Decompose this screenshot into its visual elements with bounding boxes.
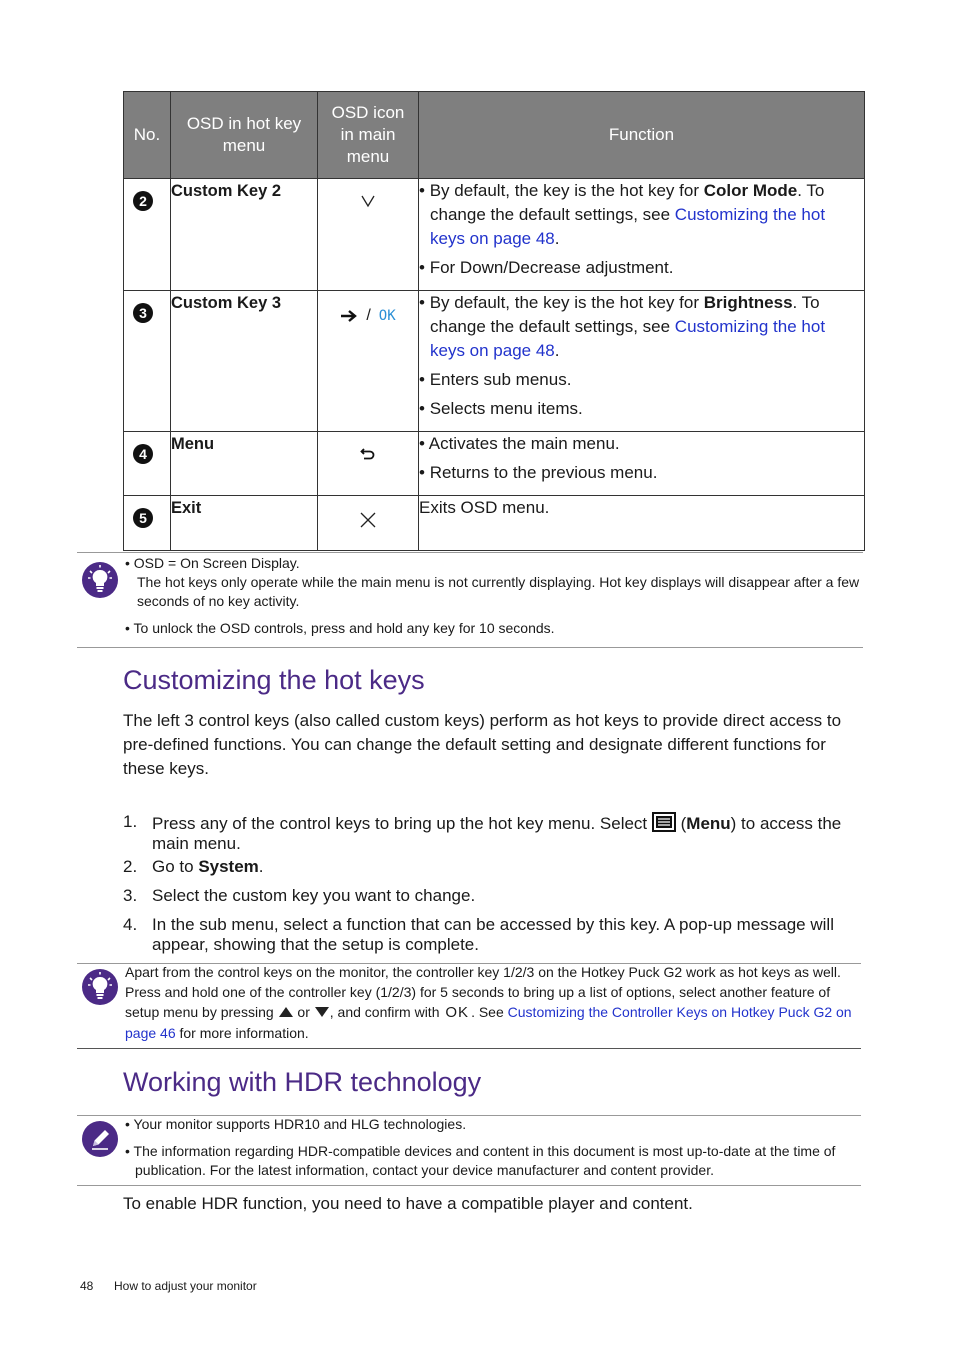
- note-bottom-rule: [77, 647, 863, 648]
- return-icon: [360, 446, 376, 462]
- note-hdr: • Your monitor supports HDR10 and HLG technologies. • The information regarding HDR-compatible devices and content in this document is most up-to-date at the time of publication. For the latest information, contact your device manufacturer and content provider.: [125, 1116, 836, 1178]
- triangle-up-icon: [278, 1006, 294, 1018]
- table-row: [124, 179, 865, 291]
- section-title-customizing: Customizing the hot keys: [123, 665, 425, 695]
- list-item: 2. Go to System.: [123, 857, 264, 876]
- table-row: [124, 432, 865, 496]
- header-osd-icon: OSD icon in main menu: [318, 92, 419, 179]
- function-cell: • By default, the key is the hot key for Color Mode. To change the default settings, see Customizing the hot keys on page 48. • For Down/Decrease adjustment.: [419, 179, 865, 291]
- section-title-hdr: Working with HDR technology: [123, 1067, 482, 1097]
- function-cell: • By default, the key is the hot key for Brightness. To change the default settings, see Customizing the hot keys on page 48. • Enters sub menus. • Selects menu items.: [419, 291, 865, 432]
- arrow-right-icon: [340, 309, 358, 323]
- row-number: 3: [133, 303, 153, 323]
- function-cell: • Activates the main menu. • Returns to the previous menu.: [419, 432, 865, 496]
- chevron-down-icon: [360, 193, 376, 209]
- row-number: 2: [133, 191, 153, 211]
- ok-icon: OK: [445, 1004, 470, 1021]
- function-cell: Exits OSD menu.: [419, 496, 865, 551]
- header-osd-hot-key: OSD in hot key menu: [171, 92, 318, 179]
- note-top-rule: [77, 552, 863, 553]
- icon-separator: /: [366, 307, 371, 324]
- note-bottom-rule: [77, 1185, 861, 1186]
- key-name: Custom Key 2: [171, 179, 318, 291]
- row-number: 4: [133, 444, 153, 464]
- customizing-hot-keys-link[interactable]: Customizing the hot keys on page 48: [430, 317, 826, 360]
- section-intro: The left 3 control keys (also called custom keys) perform as hot keys to provide direct access to pre-defined functions. You can change the default setting and designate different functions for these keys.: [123, 711, 842, 778]
- row-number: 5: [133, 508, 153, 528]
- key-name: Custom Key 3: [171, 291, 318, 432]
- note-osd: • OSD = On Screen Display. The hot keys only operate while the main menu is not currently displaying. Hot key displays will disappear after a few seconds of no key activity. • To unlock the OSD controls, press and hold any key for 10 seconds.: [125, 555, 860, 636]
- list-item: 3. Select the custom key you want to change.: [123, 886, 476, 905]
- menu-icon: [652, 812, 676, 832]
- ok-icon: OK: [378, 308, 396, 324]
- customizing-controller-keys-link[interactable]: Customizing the Controller Keys on Hotkey Puck G2 on page 46: [125, 1004, 852, 1041]
- page-number: 48: [80, 1279, 94, 1293]
- steps-list: [123, 812, 863, 955]
- customizing-hot-keys-link[interactable]: Customizing the hot keys on page 48: [430, 205, 826, 248]
- header-function: Function: [419, 92, 865, 179]
- table-header-row: [124, 92, 865, 179]
- table-row: [124, 496, 865, 551]
- key-name: Menu: [171, 432, 318, 496]
- list-item: 4. In the sub menu, select a function that can be accessed by this key. A pop-up message will appear, showing that the setup is complete.: [123, 915, 834, 954]
- note-hotkey-puck: Apart from the control keys on the monitor, the controller key 1/2/3 on the Hotkey Puck G2 work as hot keys as well. Press and hold one of the controller key (1/2/3) for 5 seconds to bring up a list of options, select another feature of setup menu by pressing or , and confirm with OK . See Customizing the Controller Keys on Hotkey Puck G2 on page 46 for more information.: [125, 964, 852, 1041]
- lightbulb-icon: [82, 969, 118, 1005]
- table-row: [124, 291, 865, 432]
- key-name: Exit: [171, 496, 318, 551]
- pencil-icon: [82, 1121, 118, 1157]
- header-no: No.: [124, 92, 171, 179]
- triangle-down-icon: [314, 1006, 330, 1018]
- hot-key-table: [123, 91, 865, 551]
- hdr-enable-text: To enable HDR function, you need to have a compatible player and content.: [123, 1194, 693, 1213]
- list-item: 1. Press any of the control keys to bring up the hot key menu. Select (Menu) to access the main menu.: [123, 812, 842, 853]
- note-bottom-rule: [77, 1048, 861, 1049]
- footer-title: How to adjust your monitor: [114, 1279, 257, 1293]
- lightbulb-icon: [82, 562, 118, 598]
- close-icon: [359, 511, 377, 529]
